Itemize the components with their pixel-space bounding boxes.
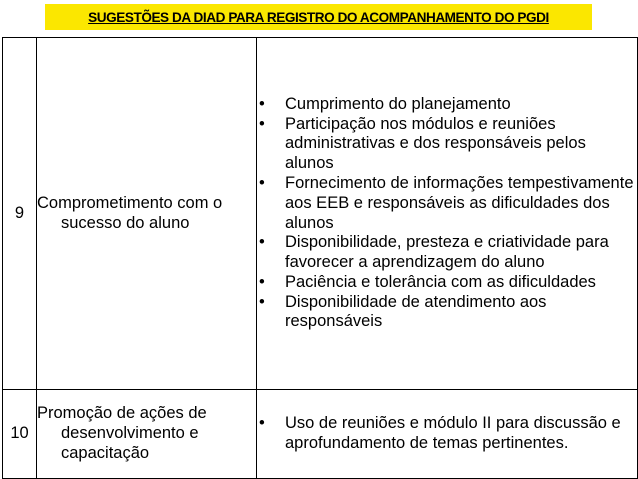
- row-topic: [37, 38, 257, 390]
- row-topic-text: Promoção de ações de desenvolvimento e capacitação: [37, 404, 207, 462]
- table-row: [3, 38, 638, 390]
- row-items: [257, 38, 638, 390]
- row-items: [257, 390, 638, 479]
- list-item: • Cumprimento do planejamento: [257, 95, 637, 115]
- bullet-list: [257, 414, 637, 454]
- row-number: 9: [3, 38, 37, 390]
- row-topic-text: Comprometimento com o sucesso do aluno: [37, 193, 223, 232]
- suggestions-table: [2, 37, 638, 479]
- list-item: • Disponibilidade, presteza e criatividade para favorecer a aprendizagem do aluno: [257, 233, 637, 273]
- list-item: • Disponibilidade de atendimento aos responsáveis: [257, 293, 637, 333]
- bullet-list: [257, 95, 637, 333]
- list-item: • Uso de reuniões e módulo II para discussão e aprofundamento de temas pertinentes.: [257, 414, 637, 454]
- page-title: SUGESTÕES DA DIAD PARA REGISTRO DO ACOMPANHAMENTO DO PGDI: [88, 9, 549, 25]
- table-row: [3, 390, 638, 479]
- list-item: • Fornecimento de informações tempestivamente aos EEB e responsáveis as dificuldades dos alunos: [257, 174, 637, 233]
- list-item: • Paciência e tolerância com as dificuldades: [257, 273, 637, 293]
- row-topic: [37, 390, 257, 479]
- list-item: • Participação nos módulos e reuniões administrativas e dos responsáveis pelos alunos: [257, 115, 637, 174]
- row-number: 10: [3, 390, 37, 479]
- title-bar: [45, 4, 592, 30]
